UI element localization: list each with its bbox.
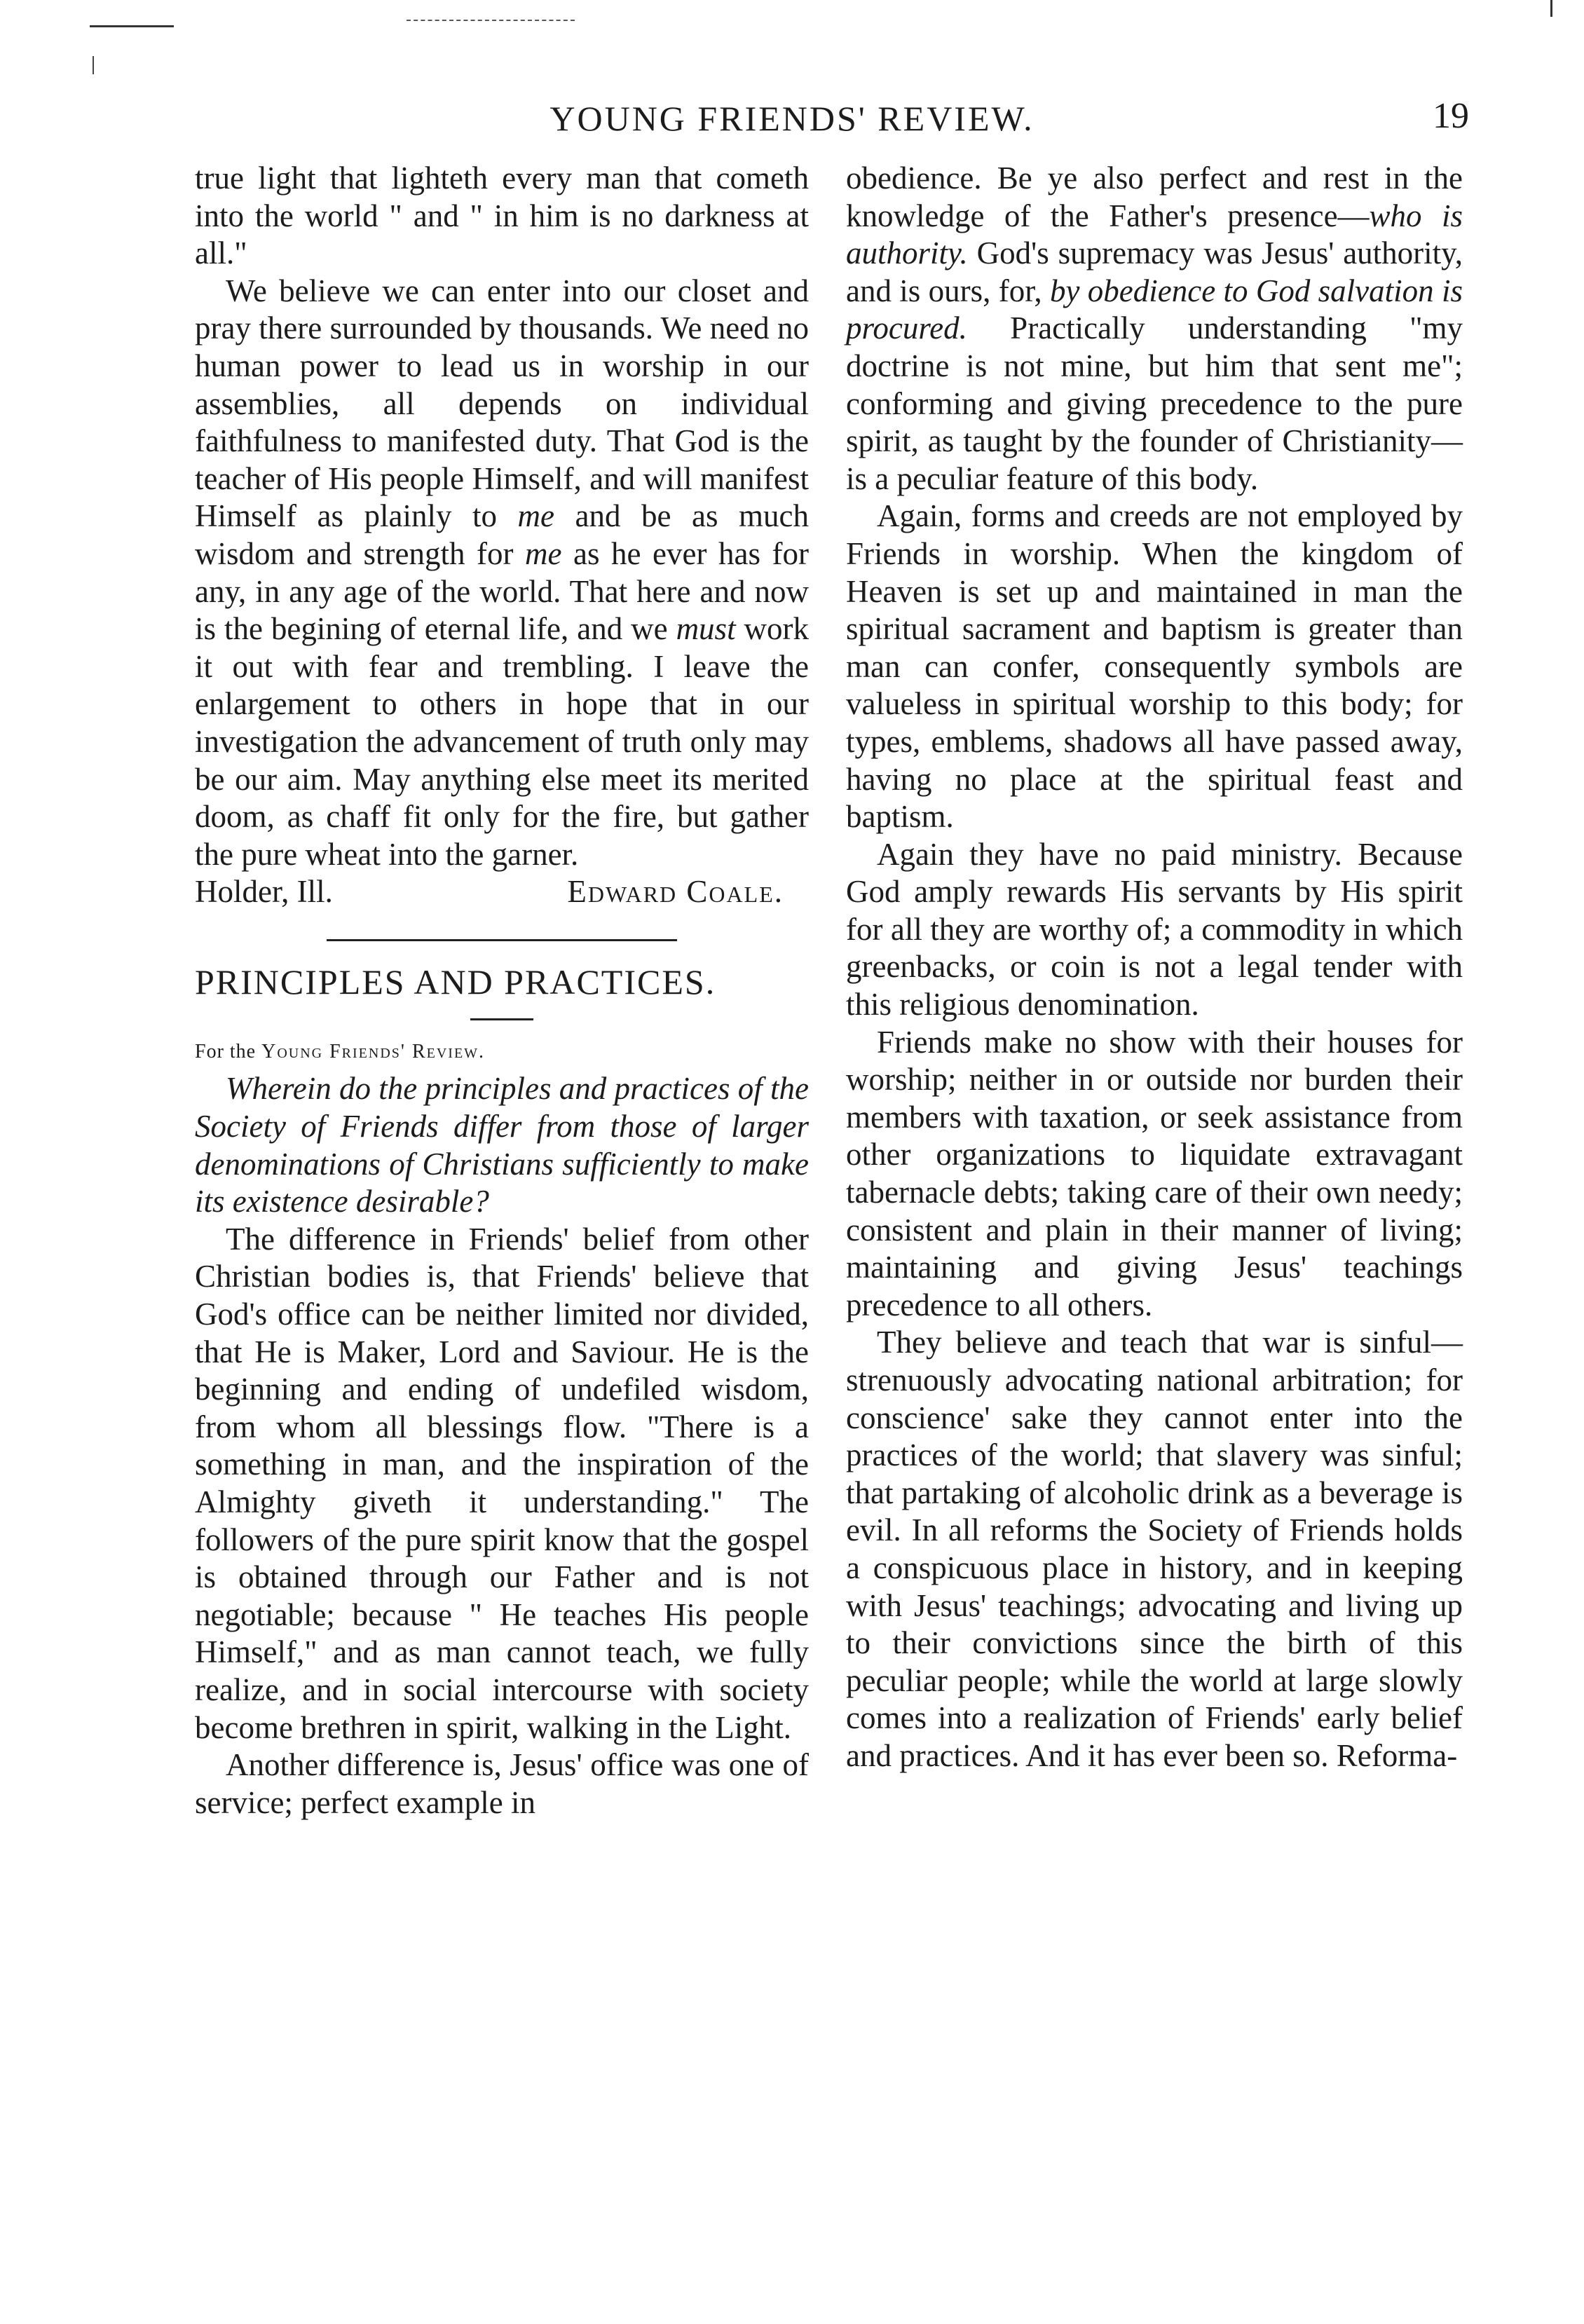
paragraph: Friends make no show with their houses for worship; neither in or outside nor burden their members with taxation, or seek assistance from other organizations to liquidate extravagant tabernacle debts; taking care of their own needy; consistent and plain in their manner of living; maintaining and giving Jesus' teachings precedence to all others.: [846, 1024, 1463, 1322]
text-run: We believe we can enter into our closet and pray there surrounded by thousands. We need no human power to lead us in worship in our assemblies, all depends on individual faithfulness to manifested duty. That God is the teacher of His people Himself, and will manifest Himself as plainly to: [195, 273, 809, 534]
scan-mark: [93, 56, 94, 74]
scan-mark: [90, 25, 174, 27]
running-title: YOUNG FRIENDS' REVIEW.: [549, 99, 1035, 138]
signature-name: Edward Coale.: [567, 874, 784, 910]
signature-place: Holder, Ill.: [195, 874, 333, 910]
paragraph: Again, forms and creeds are not employed by Friends in worship. When the kingdom of Heaven is set up and maintained in man the spiritual sacrament and baptism is greater than man can confer, consequently symbols are valueless in spiritual worship to this body; for types, emblems, shadows all have passed away, having no place at the spiritual feast and baptism.: [846, 498, 1463, 835]
italic-text: who is authority.: [846, 198, 1463, 271]
text-run: obedience. Be ye also perfect and rest in the knowledge of the Father's presence—: [846, 160, 1463, 233]
text-run: as he ever has for any, in any age of the world. That here and now is the begining of eternal life, and we: [195, 535, 809, 647]
italic-text: must: [676, 611, 736, 647]
italic-text: me: [517, 498, 554, 534]
title-divider: [470, 1018, 533, 1020]
text-run: and be as much wisdom and strength for: [195, 498, 809, 571]
scan-mark: [1550, 0, 1552, 17]
section-divider: [327, 939, 677, 941]
italic-text: me: [525, 535, 562, 571]
paragraph: Again they have no paid ministry. Because God amply rewards His servants by His spirit for all they are worthy of; a commodity in which greenbacks, or coin is not a legal tender with this religious denomination.: [846, 836, 1463, 1023]
paragraph: [195, 273, 809, 874]
italic-text: by obedience to God salvation is procured.: [846, 273, 1463, 346]
text-run: work it out with fear and trembling. I leave the enlargement to others in hope that in our investigation the advancement of truth only may be our aim. May anything else meet its merited doom, as chaff fit only for the fire, but gather the pure wheat into the garner.: [195, 611, 810, 872]
question: Wherein do the principles and practices of the Society of Friends differ from those of larger denominations of Christians sufficiently to make its existence desirable?: [195, 1071, 809, 1219]
paragraph: [846, 160, 1463, 498]
scan-mark: [407, 20, 575, 22]
paragraph: true light that lighteth every man that cometh into the world " and " in him is no darkness at all.": [195, 160, 809, 271]
text-run: God's supremacy was Jesus' authority, and is ours, for,: [846, 235, 1463, 308]
article-title: PRINCIPLES AND PRACTICES.: [195, 962, 716, 1002]
source-name: Young Friends' Review.: [261, 1040, 486, 1062]
paragraph: They believe and teach that war is sinful—strenuously advocating national arbitration; for conscience' sake they cannot enter into the practices of the world; that slavery was sinful; that partaking of alcoholic drink as a beverage is evil. In all reforms the Society of Friends holds a conspicuous place in history, and in keeping with Jesus' teachings; advocating and living up to their convictions since the birth of this peculiar people; while the world at large slowly comes into a realization of Friends' early belief and practices. And it has ever been so. Reforma-: [846, 1325, 1463, 1773]
source-prefix: For the: [195, 1040, 262, 1062]
signature: [195, 873, 809, 911]
paragraph: Another difference is, Jesus' office was one of service; perfect example in: [195, 1747, 809, 1820]
page-number: 19: [1433, 96, 1469, 136]
page-header: [0, 91, 1584, 147]
source-line: [195, 1033, 809, 1071]
paragraph: The difference in Friends' belief from other Christian bodies is, that Friends' believe that God's office can be neither limited nor divided, that He is Maker, Lord and Saviour. He is the beginning and ending of undefiled wisdom, from whom all blessings flow. "There is a something in man, and the inspiration of the Almighty giveth it understanding." The followers of the pure spirit know that the gospel is obtained through our Father and is not negotiable; because " He teaches His people Himself," and as man cannot teach, we fully realize, and in social intercourse with society become brethren in spirit, walking in the Light.: [195, 1221, 809, 1745]
text-run: Practically understanding "my doctrine is not mine, but him that sent me"; conforming and giving precedence to the pure spirit, as taught by the founder of Christianity—is a peculiar feature of this body.: [846, 310, 1463, 496]
right-column: [846, 160, 1463, 1775]
left-column: [195, 160, 809, 1821]
